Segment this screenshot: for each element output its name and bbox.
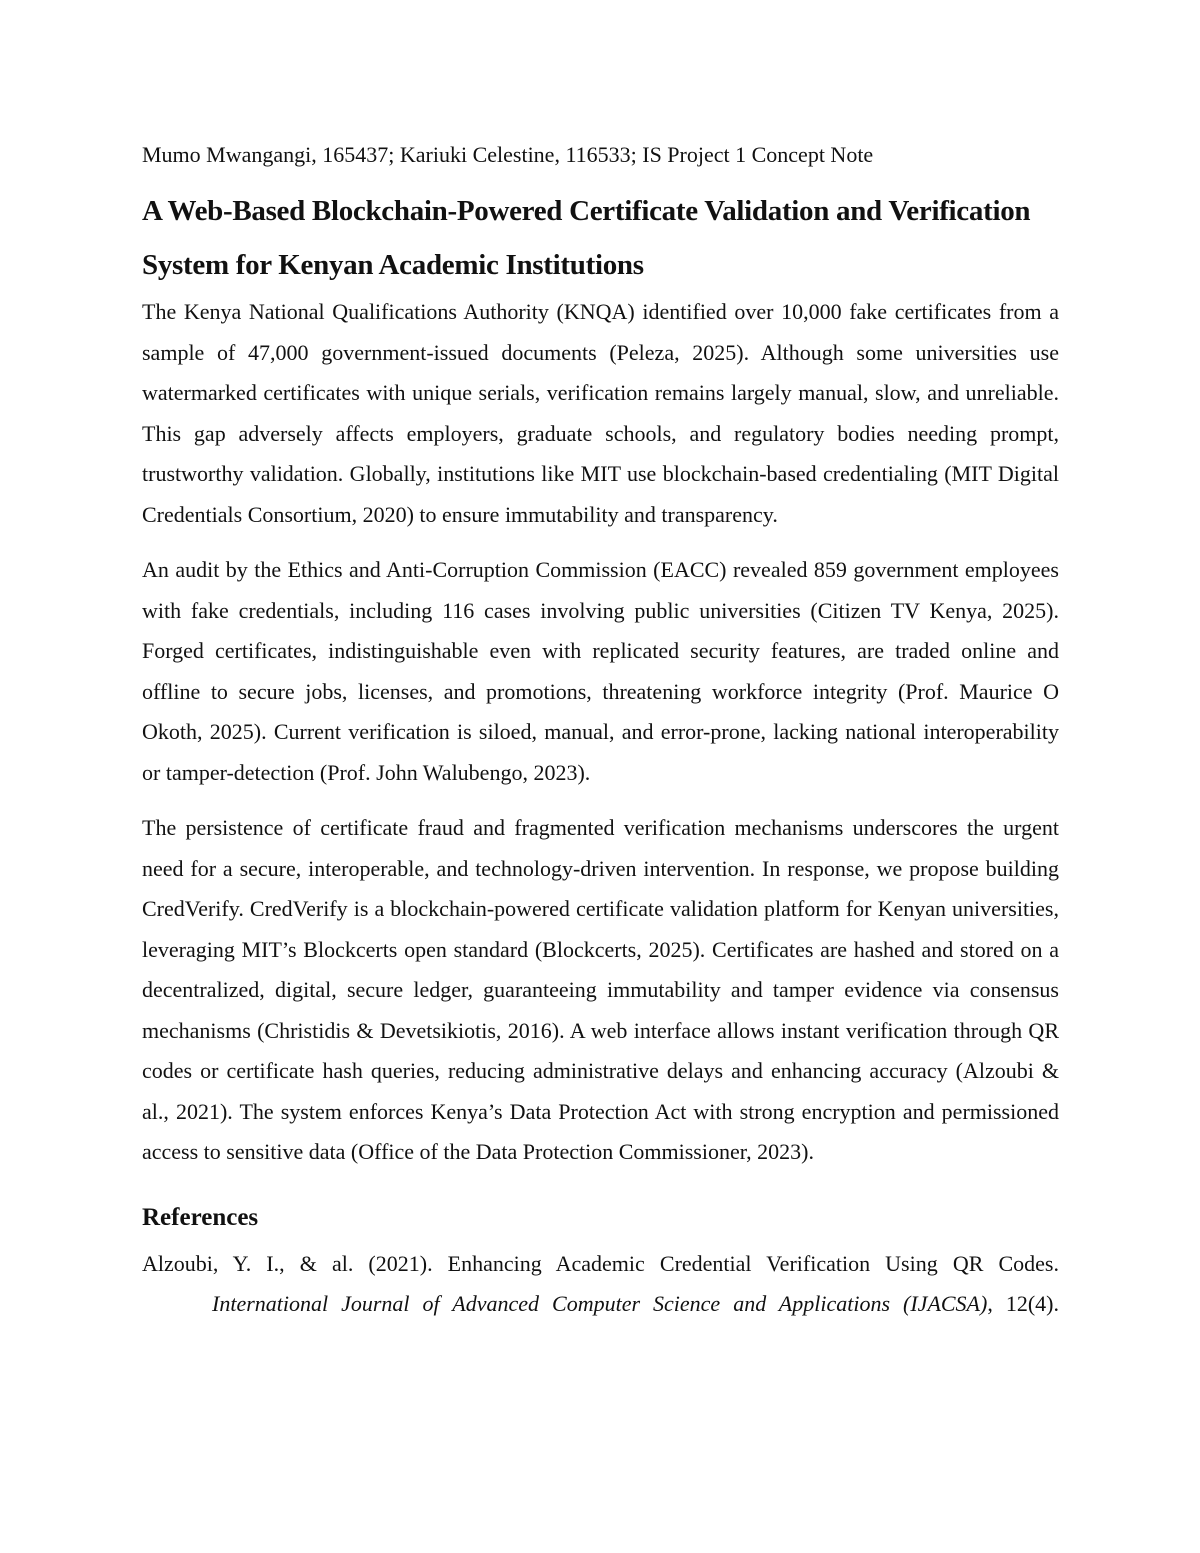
references-heading: References — [142, 1203, 259, 1231]
paragraph-1: The Kenya National Qualifications Authority (KNQA) identified over 10,000 fake certificates from a sample of 47,000 government-issued documents (Peleza, 2025). Although some universities use watermarked certificates with unique serials, verification remains largely manual, slow, and unreliable. This gap adversely affects employers, graduate schools, and regulatory bodies needing prompt, trustworthy validation. Globally, institutions like MIT use blockchain-based credentialing (MIT Digital Credentials Consortium, 2020) to ensure immutability and transparency. — [142, 299, 1059, 527]
reference-journal: International Journal of Advanced Computer Science and Applications (IJACSA) — [212, 1290, 988, 1316]
paragraph-3: The persistence of certificate fraud and fragmented verification mechanisms underscores the urgent need for a secure, interoperable, and technology-driven intervention. In response, we propose building CredVerify. CredVerify is a blockchain-powered certificate validation platform for Kenyan universities, leveraging MIT’s Blockcerts open standard (Blockcerts, 2025). Certificates are hashed and stored on a decentralized, digital, secure ledger, guaranteeing immutability and tamper evidence via consensus mechanisms (Christidis & Devetsikiotis, 2016). A web interface allows instant verification through QR codes or certificate hash queries, reducing administrative delays and enhancing accuracy (Alzoubi & al., 2021). The system enforces Kenya’s Data Protection Act with strong encryption and permissioned access to sensitive data (Office of the Data Protection Commissioner, 2023). — [142, 815, 1059, 1164]
reference-tail: , 12(4). — [987, 1290, 1059, 1316]
header-line: Mumo Mwangangi, 165437; Kariuki Celestine, 116533; IS Project 1 Concept Note — [142, 142, 874, 167]
document-title: A Web-Based Blockchain-Powered Certificate Validation and Verification System for Kenyan Academic Institutions — [142, 195, 1031, 281]
document-page — [142, 138, 1059, 1324]
paragraph-2: An audit by the Ethics and Anti-Corruption Commission (EACC) revealed 859 government employees with fake credentials, including 116 cases involving public universities (Citizen TV Kenya, 2025). Forged certificates, indistinguishable even with replicated security features, are traded online and offline to secure jobs, licenses, and promotions, threatening workforce integrity (Prof. Maurice O Okoth, 2025). Current verification is siloed, manual, and error-prone, lacking national interoperability or tamper-detection (Prof. John Walubengo, 2023). — [142, 557, 1059, 785]
reference-item — [142, 1244, 1059, 1324]
reference-lead: Alzoubi, Y. I., & al. (2021). Enhancing Academic Credential Verification Using QR Codes. — [142, 1250, 1059, 1276]
